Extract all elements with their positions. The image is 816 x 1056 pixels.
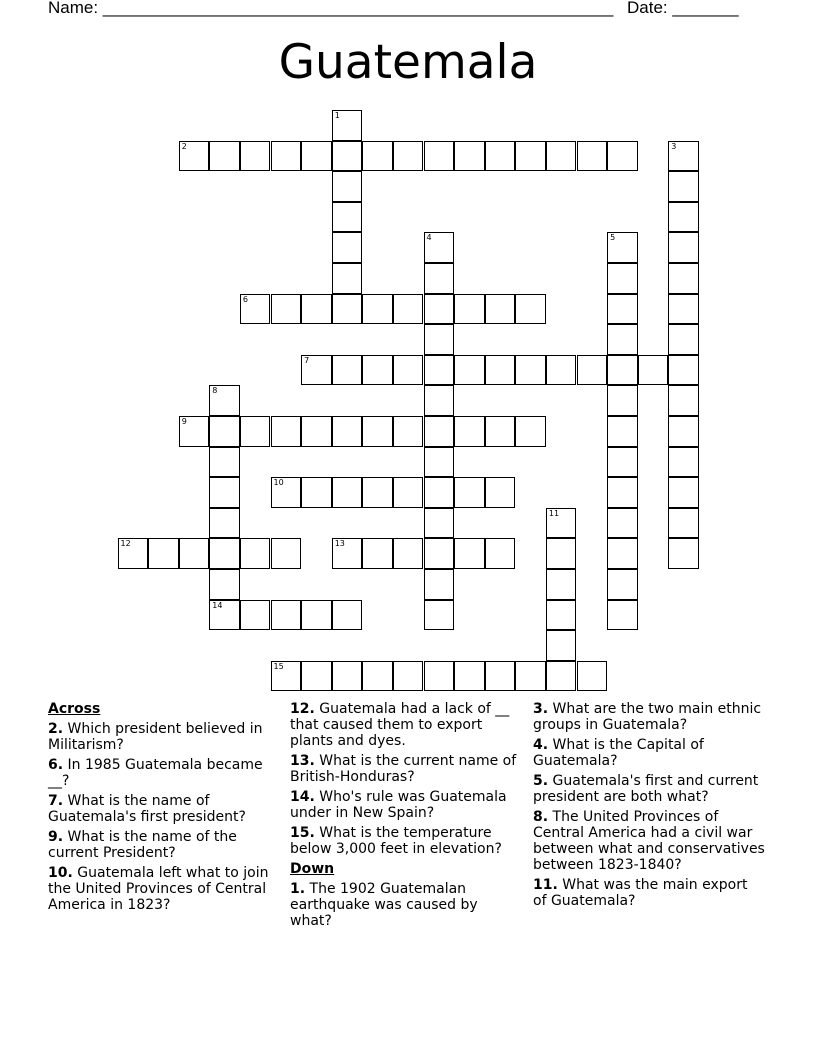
clue-text: In 1985 Guatemala became __? — [48, 757, 263, 789]
clue-text: What was the main export of Guatemala? — [533, 877, 748, 909]
grid-cell[interactable] — [607, 324, 638, 355]
grid-cell[interactable] — [362, 538, 393, 569]
grid-cell[interactable] — [607, 385, 638, 416]
grid-cell[interactable] — [301, 600, 332, 631]
grid-cell[interactable] — [301, 141, 332, 172]
grid-cell[interactable] — [454, 141, 485, 172]
grid-cell[interactable] — [424, 294, 455, 325]
clue-down-3 — [533, 701, 765, 733]
clue-down-1 — [290, 881, 522, 929]
cell-number: 6 — [242, 294, 248, 304]
grid-cell[interactable] — [209, 416, 240, 447]
grid-cell[interactable] — [240, 538, 271, 569]
grid-cell[interactable] — [179, 416, 210, 447]
cell-number: 7 — [304, 355, 310, 365]
clue-number: 8. — [533, 809, 549, 825]
grid-cell[interactable] — [332, 141, 363, 172]
grid-cell[interactable] — [332, 294, 363, 325]
grid-cell[interactable] — [209, 569, 240, 600]
grid-cell[interactable] — [454, 416, 485, 447]
grid-cell[interactable] — [148, 538, 179, 569]
grid-cell[interactable] — [515, 661, 546, 692]
clue-across-13 — [290, 753, 522, 785]
grid-cell[interactable] — [424, 508, 455, 539]
cell-number: 8 — [212, 386, 218, 396]
clue-text: Which president believed in Militarism? — [48, 721, 263, 753]
clue-number: 5. — [533, 773, 549, 789]
grid-cell[interactable] — [668, 385, 699, 416]
clue-down-5 — [533, 773, 765, 805]
grid-cell[interactable] — [638, 355, 669, 386]
grid-cell[interactable] — [546, 538, 577, 569]
grid-cell[interactable] — [332, 600, 363, 631]
grid-cell[interactable] — [424, 569, 455, 600]
grid-cell[interactable] — [332, 416, 363, 447]
grid-cell[interactable] — [271, 416, 302, 447]
grid-cell[interactable] — [393, 416, 424, 447]
clue-number: 9. — [48, 829, 64, 845]
grid-cell[interactable] — [332, 110, 363, 141]
grid-cell[interactable] — [668, 232, 699, 263]
grid-cell[interactable] — [607, 232, 638, 263]
cell-number: 14 — [212, 600, 223, 610]
clue-number: 13. — [290, 753, 315, 769]
grid-cell[interactable] — [424, 447, 455, 478]
grid-cell[interactable] — [454, 661, 485, 692]
grid-cell[interactable] — [240, 141, 271, 172]
grid-cell[interactable] — [668, 294, 699, 325]
clue-number: 10. — [48, 865, 73, 881]
grid-cell[interactable] — [301, 294, 332, 325]
grid-cell[interactable] — [485, 661, 516, 692]
clue-text: What is the temperature below 3,000 feet in elevation? — [290, 825, 502, 857]
grid-cell[interactable] — [515, 355, 546, 386]
clue-number: 7. — [48, 793, 64, 809]
grid-cell[interactable] — [546, 355, 577, 386]
clue-number: 4. — [533, 737, 549, 753]
grid-cell[interactable] — [332, 477, 363, 508]
clue-number: 12. — [290, 701, 315, 717]
grid-cell[interactable] — [362, 477, 393, 508]
grid-cell[interactable] — [179, 538, 210, 569]
cell-number: 2 — [181, 141, 187, 151]
grid-cell[interactable] — [332, 171, 363, 202]
grid-cell[interactable] — [362, 141, 393, 172]
cell-number: 10 — [273, 478, 284, 488]
grid-cell[interactable] — [577, 355, 608, 386]
grid-cell[interactable] — [271, 294, 302, 325]
grid-cell[interactable] — [209, 447, 240, 478]
clue-number: 1. — [290, 881, 306, 897]
grid-cell[interactable] — [485, 538, 516, 569]
grid-cell[interactable] — [424, 600, 455, 631]
grid-cell[interactable] — [515, 294, 546, 325]
grid-cell[interactable] — [209, 538, 240, 569]
grid-cell[interactable] — [577, 661, 608, 692]
grid-cell[interactable] — [607, 355, 638, 386]
grid-cell[interactable] — [546, 141, 577, 172]
date-field-label[interactable]: Date: _______ — [627, 0, 739, 17]
grid-cell[interactable] — [515, 141, 546, 172]
clue-number: 15. — [290, 825, 315, 841]
grid-cell[interactable] — [424, 385, 455, 416]
grid-cell[interactable] — [485, 355, 516, 386]
clue-text: The 1902 Guatemalan earthquake was caused by what? — [290, 881, 478, 929]
clues-column-1 — [48, 701, 280, 917]
clue-number: 6. — [48, 757, 64, 773]
cell-number: 5 — [610, 233, 616, 243]
grid-cell[interactable] — [424, 141, 455, 172]
clue-number: 14. — [290, 789, 315, 805]
grid-cell[interactable] — [301, 477, 332, 508]
grid-cell[interactable] — [607, 477, 638, 508]
clue-across-9 — [48, 829, 280, 861]
clue-across-14 — [290, 789, 522, 821]
clue-text: What is the name of Guatemala's first president? — [48, 793, 246, 825]
grid-cell[interactable] — [668, 171, 699, 202]
grid-cell[interactable] — [209, 141, 240, 172]
down-heading: Down — [290, 861, 335, 877]
grid-cell[interactable] — [424, 263, 455, 294]
grid-cell[interactable] — [485, 477, 516, 508]
clue-down-11 — [533, 877, 765, 909]
grid-cell[interactable] — [393, 661, 424, 692]
clue-text: What is the current name of British-Honduras? — [290, 753, 517, 785]
grid-cell[interactable] — [362, 416, 393, 447]
clue-text: Guatemala's first and current president are both what? — [533, 773, 759, 805]
grid-cell[interactable] — [332, 263, 363, 294]
grid-cell[interactable] — [607, 569, 638, 600]
cell-number: 15 — [273, 661, 284, 671]
clue-across-2 — [48, 721, 280, 753]
grid-cell[interactable] — [668, 416, 699, 447]
grid-cell[interactable] — [424, 661, 455, 692]
clue-across-6 — [48, 757, 280, 789]
grid-cell[interactable] — [424, 416, 455, 447]
grid-cell[interactable] — [301, 416, 332, 447]
grid-cell[interactable] — [454, 538, 485, 569]
clue-text: What are the two main ethnic groups in Guatemala? — [533, 701, 762, 733]
grid-cell[interactable] — [546, 661, 577, 692]
grid-cell[interactable] — [424, 477, 455, 508]
cell-number: 11 — [548, 508, 560, 518]
clue-text: What is the name of the current President? — [48, 829, 237, 861]
grid-cell[interactable] — [271, 538, 302, 569]
clue-text: Guatemala had a lack of __ that caused them to export plants and dyes. — [290, 701, 510, 749]
grid-cell[interactable] — [668, 508, 699, 539]
grid-cell[interactable] — [393, 538, 424, 569]
grid-cell[interactable] — [301, 661, 332, 692]
grid-cell[interactable] — [393, 141, 424, 172]
grid-cell[interactable] — [271, 600, 302, 631]
name-field-label[interactable]: Name: ______________________________________________________ — [48, 0, 614, 17]
grid-cell[interactable] — [362, 661, 393, 692]
grid-cell[interactable] — [240, 600, 271, 631]
grid-cell[interactable] — [332, 661, 363, 692]
grid-cell[interactable] — [546, 630, 577, 661]
grid-cell[interactable] — [454, 477, 485, 508]
clue-number: 3. — [533, 701, 549, 717]
clue-across-15 — [290, 825, 522, 857]
clue-text: Who's rule was Guatemala under in New Spain? — [290, 789, 507, 821]
grid-cell[interactable] — [209, 385, 240, 416]
clue-number: 2. — [48, 721, 64, 737]
grid-cell[interactable] — [607, 294, 638, 325]
grid-cell[interactable] — [607, 447, 638, 478]
clue-number: 11. — [533, 877, 558, 893]
clue-text: What is the Capital of Guatemala? — [533, 737, 704, 769]
clue-across-10 — [48, 865, 280, 913]
clues-column-3 — [533, 701, 765, 913]
grid-cell[interactable] — [546, 569, 577, 600]
grid-cell[interactable] — [485, 141, 516, 172]
grid-cell[interactable] — [209, 508, 240, 539]
grid-cell[interactable] — [209, 600, 240, 631]
grid-cell[interactable] — [454, 294, 485, 325]
grid-cell[interactable] — [607, 508, 638, 539]
grid-cell[interactable] — [607, 141, 638, 172]
grid-cell[interactable] — [209, 477, 240, 508]
grid-cell[interactable] — [271, 141, 302, 172]
grid-cell[interactable] — [454, 355, 485, 386]
grid-cell[interactable] — [271, 477, 302, 508]
clue-text: The United Provinces of Central America had a civil war between what and conservatives between 1823-1840? — [533, 809, 765, 873]
grid-cell[interactable] — [607, 263, 638, 294]
grid-cell[interactable] — [668, 538, 699, 569]
grid-cell[interactable] — [515, 416, 546, 447]
clues-column-2 — [290, 701, 522, 933]
cell-number: 12 — [120, 539, 131, 549]
clue-across-7 — [48, 793, 280, 825]
cell-number: 9 — [181, 417, 187, 426]
cell-number: 1 — [334, 111, 340, 120]
grid-cell[interactable] — [118, 538, 149, 569]
grid-cell[interactable] — [577, 141, 608, 172]
grid-cell[interactable] — [332, 202, 363, 233]
grid-cell[interactable] — [332, 538, 363, 569]
grid-cell[interactable] — [607, 538, 638, 569]
grid-cell[interactable] — [485, 294, 516, 325]
grid-cell[interactable] — [362, 294, 393, 325]
clue-down-4 — [533, 737, 765, 769]
grid-cell[interactable] — [607, 416, 638, 447]
clue-down-8 — [533, 809, 765, 873]
grid-cell[interactable] — [271, 661, 302, 692]
grid-cell[interactable] — [424, 538, 455, 569]
grid-cell[interactable] — [332, 355, 363, 386]
grid-cell[interactable] — [301, 355, 332, 386]
grid-cell[interactable] — [668, 324, 699, 355]
header — [48, 0, 748, 20]
grid-cell[interactable] — [240, 294, 271, 325]
cell-number: 4 — [426, 233, 432, 243]
grid-cell[interactable] — [393, 355, 424, 386]
cell-number: 13 — [334, 539, 345, 549]
grid-cell[interactable] — [668, 263, 699, 294]
grid-cell[interactable] — [332, 232, 363, 263]
grid-cell[interactable] — [393, 294, 424, 325]
grid-cell[interactable] — [668, 141, 699, 172]
grid-cell[interactable] — [546, 508, 577, 539]
grid-cell[interactable] — [546, 600, 577, 631]
clue-across-12 — [290, 701, 522, 749]
grid-cell[interactable] — [668, 202, 699, 233]
grid-cell[interactable] — [668, 447, 699, 478]
grid-cell[interactable] — [668, 477, 699, 508]
grid-cell[interactable] — [424, 232, 455, 263]
grid-cell[interactable] — [424, 324, 455, 355]
grid-cell[interactable] — [485, 416, 516, 447]
grid-cell[interactable] — [393, 477, 424, 508]
grid-cell[interactable] — [607, 600, 638, 631]
grid-cell[interactable] — [362, 355, 393, 386]
grid-cell[interactable] — [240, 416, 271, 447]
grid-cell[interactable] — [179, 141, 210, 172]
clue-text: Guatemala left what to join the United Provinces of Central America in 1823? — [48, 865, 269, 913]
grid-cell[interactable] — [424, 355, 455, 386]
grid-cell[interactable] — [668, 355, 699, 386]
puzzle-title: Guatemala — [278, 35, 538, 90]
across-heading: Across — [48, 701, 101, 717]
cell-number: 3 — [671, 141, 677, 151]
